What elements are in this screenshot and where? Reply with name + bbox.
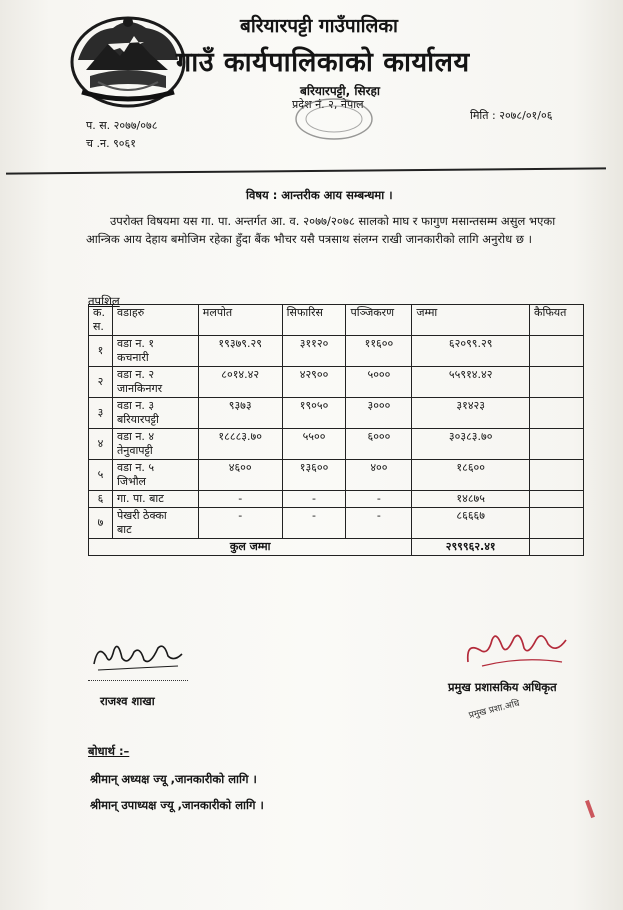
cc-line-vice-chairman: श्रीमान् उपाध्यक्ष ज्यू ,जानकारीको लागि ।: [90, 798, 264, 812]
address-line-2: प्रदेश नं. २, नेपाल: [292, 98, 364, 111]
row-jamma: १८६००: [412, 460, 530, 491]
address-line-1: बरियारपट्टी, सिरहा: [300, 84, 380, 98]
row-kaifiyat: [530, 398, 584, 429]
header-malpot: मलपोत: [198, 305, 282, 336]
row-jamma: १४८७५: [412, 491, 530, 508]
ward-number: वडा न. ५: [116, 461, 155, 474]
tapsil-label: तपशिल: [88, 294, 120, 308]
row-ward: [112, 336, 198, 367]
municipality-name: बरियारपट्टी गाउँपालिका: [240, 15, 398, 37]
row-panjikaran: -: [346, 508, 412, 539]
row-sn: ६: [89, 491, 113, 508]
subject-line: विषय : आन्तरीक आय सम्बन्धमा ।: [246, 188, 393, 202]
ward-number: वडा न. ४: [116, 430, 155, 443]
bodharth-label: बोधार्थ :–: [88, 744, 130, 758]
row-sifaris: -: [282, 491, 346, 508]
ward-place: जानकिनगर: [116, 382, 163, 395]
office-name: गाउँ कार्यपालिकाको कार्यालय: [176, 47, 470, 78]
row-ward: [112, 460, 198, 491]
total-label: कुल जम्मा: [89, 539, 412, 556]
header-sn: क. स.: [89, 305, 113, 336]
row-panjikaran: ३०००: [346, 398, 412, 429]
chief-admin-officer-label: प्रमुख प्रशासकिय अधिकृत: [448, 680, 557, 694]
row-kaifiyat: [530, 508, 584, 539]
signature-line-left: [88, 680, 188, 681]
red-ink-mark: [585, 800, 595, 818]
nepal-emblem-icon: [68, 10, 188, 108]
row-malpot: -: [198, 491, 282, 508]
revenue-section-label: राजश्व शाखा: [100, 694, 155, 708]
row-malpot: ९३७३: [198, 398, 282, 429]
row-kaifiyat: [530, 429, 584, 460]
table-row: [89, 367, 584, 398]
table-row: [89, 398, 584, 429]
row-ward: [112, 508, 198, 539]
ward-number: गा. पा. बाट: [116, 492, 164, 505]
row-malpot: -: [198, 508, 282, 539]
row-ward: [112, 429, 198, 460]
table-row: [89, 336, 584, 367]
header-panjikaran: पञ्जिकरण: [346, 305, 412, 336]
header-ward: वडाहरु: [112, 305, 198, 336]
ward-number: वडा न. १: [116, 337, 155, 350]
ward-number: वडा न. २: [116, 368, 155, 381]
ward-place: बरियारपट्टी: [116, 413, 159, 426]
office-seal-stamp-icon: [292, 95, 376, 143]
ward-place: तेनुवापट्टी: [116, 444, 153, 457]
row-sn: ३: [89, 398, 113, 429]
row-jamma: ८६६६७: [412, 508, 530, 539]
cc-line-chairman: श्रीमान् अध्यक्ष ज्यू ,जानकारीको लागि ।: [90, 772, 257, 786]
row-malpot: ४६००: [198, 460, 282, 491]
table-row: [89, 491, 584, 508]
table-header-row: [89, 305, 584, 336]
date: मिति : २०७८/०१/०६: [470, 109, 553, 122]
row-sn: ७: [89, 508, 113, 539]
row-sifaris: -: [282, 508, 346, 539]
revenue-table: [88, 304, 584, 556]
row-kaifiyat: [530, 336, 584, 367]
table-row: [89, 429, 584, 460]
body-paragraph: उपरोक्त विषयमा यस गा. पा. अन्तर्गत आ. व. २०७७/२०७८ सालको माघ र फागुण मसान्तसम्म असुल भएका आन्त्रिक आय देहाय बमोजिम रहेका हुँदा बैंक भौचर यसै पत्रसाथ संलग्न राखी जानकारीको लागि अनुरोध छ ।: [86, 214, 556, 246]
row-jamma: ६२०९९.२९: [412, 336, 530, 367]
row-panjikaran: ५०००: [346, 367, 412, 398]
header-sifaris: सिफारिस: [282, 305, 346, 336]
header-kaifiyat: कैफियत: [530, 305, 584, 336]
row-ward: [112, 398, 198, 429]
ward-number: पेखरी ठेक्का: [116, 509, 167, 522]
ward-number: वडा न. ३: [116, 399, 155, 412]
row-ward: [112, 367, 198, 398]
header-jamma: जम्मा: [412, 305, 530, 336]
handwritten-signature-icon: [462, 626, 572, 672]
fiscal-year: प. स. २०७७/०७८: [86, 119, 158, 132]
row-kaifiyat: [530, 491, 584, 508]
row-jamma: ३०३८३.७०: [412, 429, 530, 460]
ward-place: कचनारी: [116, 351, 149, 364]
row-panjikaran: -: [346, 491, 412, 508]
row-sn: ४: [89, 429, 113, 460]
ward-place: जिभौल: [116, 475, 147, 488]
row-sifaris: १९०५०: [282, 398, 346, 429]
row-malpot: ८०१४.४२: [198, 367, 282, 398]
row-kaifiyat: [530, 460, 584, 491]
dispatch-number: च .न. ९०६१: [86, 137, 136, 150]
row-sifaris: ५५००: [282, 429, 346, 460]
row-jamma: ५५९१४.४२: [412, 367, 530, 398]
row-malpot: १९३७९.२९: [198, 336, 282, 367]
row-panjikaran: ११६००: [346, 336, 412, 367]
header-divider: [6, 167, 606, 174]
handwritten-note: प्रमुख प्रशा.अधि: [467, 698, 521, 722]
handwritten-signature-icon: [88, 636, 188, 676]
total-value: २९९९६२.४१: [412, 539, 530, 556]
row-ward: [112, 491, 198, 508]
row-panjikaran: ४००: [346, 460, 412, 491]
row-sn: ५: [89, 460, 113, 491]
row-sifaris: ४२९००: [282, 367, 346, 398]
table-row: [89, 508, 584, 539]
row-malpot: १८८८३.७०: [198, 429, 282, 460]
row-sifaris: १३६००: [282, 460, 346, 491]
total-kaifiyat: [530, 539, 584, 556]
table-total-row: [89, 539, 584, 556]
table-row: [89, 460, 584, 491]
row-sn: १: [89, 336, 113, 367]
row-kaifiyat: [530, 367, 584, 398]
row-jamma: ३१४२३: [412, 398, 530, 429]
ward-place: बाट: [116, 523, 132, 536]
row-panjikaran: ६०००: [346, 429, 412, 460]
row-sifaris: ३११२०: [282, 336, 346, 367]
row-sn: २: [89, 367, 113, 398]
